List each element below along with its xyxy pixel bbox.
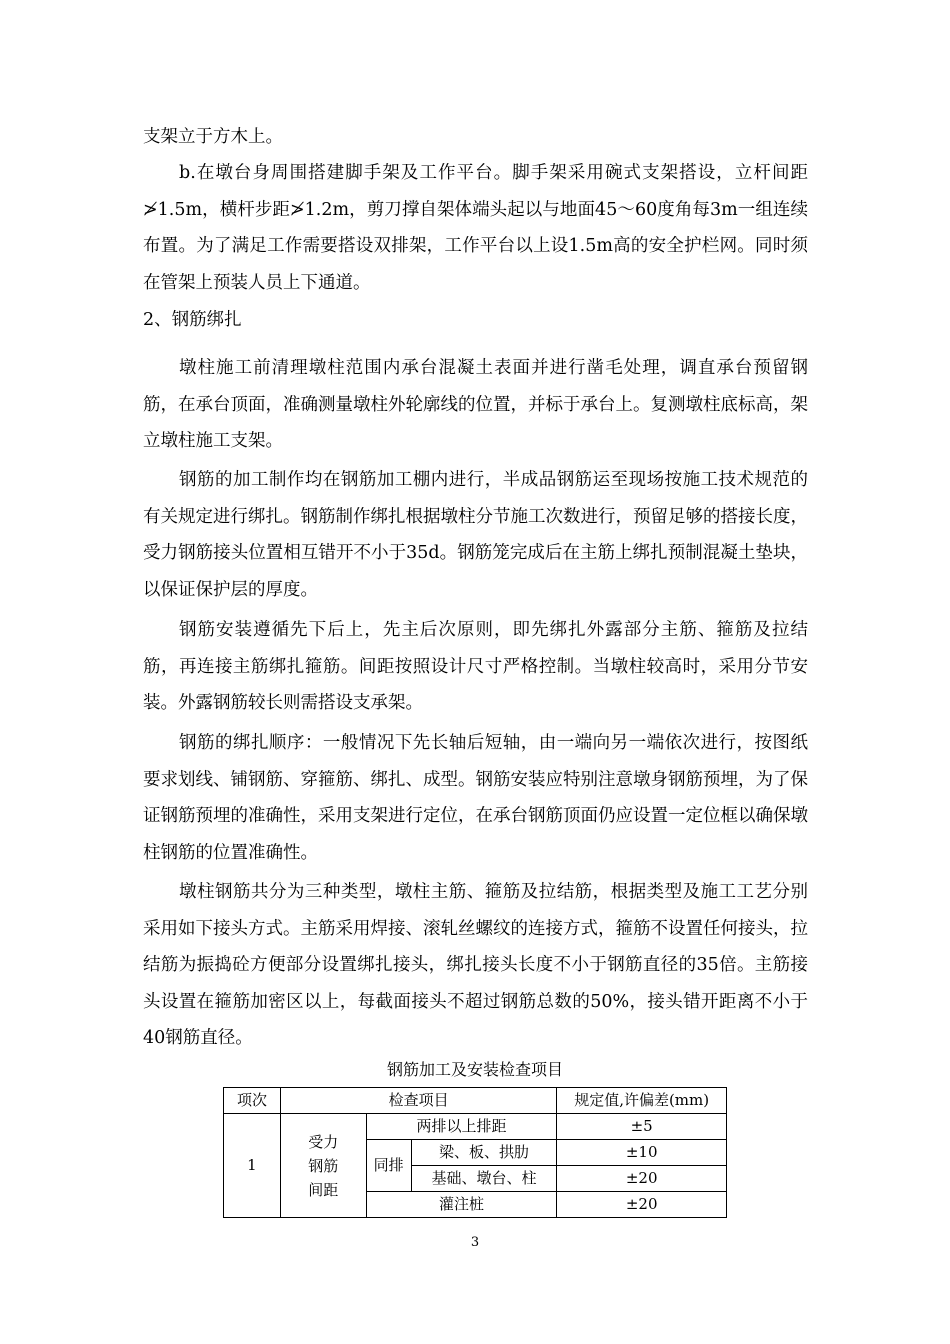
- inspection-table: [223, 1087, 727, 1218]
- row-value-cell: ±20: [557, 1192, 727, 1218]
- group-label-line: 间距: [308, 1180, 339, 1199]
- paragraph-pier-prep: 墩柱施工前清理墩柱范围内承台混凝土表面并进行凿毛处理，调直承台预留钢筋，在承台顶面，准确测量墩柱外轮廓线的位置，并标于承台上。复测墩柱底标高，架立墩柱施工支架。: [143, 358, 808, 451]
- row-value-cell: ±10: [557, 1140, 727, 1166]
- table-row: [224, 1114, 727, 1140]
- group-label-cell: [280, 1114, 366, 1218]
- paragraph-rebar-installation: 钢筋安装遵循先下后上，先主后次原则，即先绑扎外露部分主筋、箍筋及拉结筋，再连接主筋绑扎箍筋。间距按照设计尺寸严格控制。当墩柱较高时，采用分节安装。外露钢筋较长则需搭设支承架。: [143, 620, 808, 713]
- group-label-line: 钢筋: [308, 1156, 339, 1175]
- item-number-cell: 1: [224, 1114, 281, 1218]
- paragraph-joint-types: 墩柱钢筋共分为三种类型，墩柱主筋、箍筋及拉结筋，根据类型及施工工艺分别采用如下接头方式。主筋采用焊接、滚轧丝螺纹的连接方式，箍筋不设置任何接头，拉结筋为振捣砼方便部分设置绑扎接头，绑扎接头长度不小于钢筋直径的35倍。主筋接头设置在箍筋加密区以上，每截面接头不超过钢筋总数的50%，接头错开距离不小于40钢筋直径。: [143, 882, 808, 1048]
- table-header-row: [224, 1088, 727, 1114]
- row-value-cell: ±5: [557, 1114, 727, 1140]
- paragraph-binding-sequence: 钢筋的绑扎顺序：一般情况下先长轴后短轴，由一端向另一端依次进行，按图纸要求划线、铺钢筋、穿箍筋、绑扎、成型。钢筋安装应特别注意墩身钢筋预埋，为了保证钢筋预埋的准确性，采用支架进行定位，在承台钢筋顶面仍应设置一定位框以确保墩柱钢筋的位置准确性。: [143, 733, 808, 863]
- same-row-label-cell: 同排: [366, 1140, 411, 1192]
- section-heading-rebar-binding: 2、钢筋绑扎: [143, 310, 242, 330]
- table-caption: 钢筋加工及安装检查项目: [386, 1060, 563, 1079]
- header-item-no: 项次: [224, 1088, 281, 1114]
- header-check-item: 检查项目: [280, 1088, 556, 1114]
- row-value-cell: ±20: [557, 1166, 727, 1192]
- paragraph-scaffolding: b.在墩台身周围搭建脚手架及工作平台。脚手架采用碗式支架搭设，立杆间距≯1.5m，横杆步距≯1.2m，剪刀撑自架体端头起以与地面45～60度角每3m一组连续布置。为了满足工作需要搭设双排架，工作平台以上设1.5m高的安全护栏网。同时须在管架上预装人员上下通道。: [143, 163, 808, 293]
- header-tolerance: 规定值,许偏差(mm): [557, 1088, 727, 1114]
- paragraph-support-on-timber: 支架立于方木上。: [143, 127, 283, 147]
- row-label-cell: 两排以上排距: [366, 1114, 557, 1140]
- paragraph-rebar-fabrication: 钢筋的加工制作均在钢筋加工棚内进行，半成品钢筋运至现场按施工技术规范的有关规定进行绑扎。钢筋制作绑扎根据墩柱分节施工次数进行，预留足够的搭接长度，受力钢筋接头位置相互错开不小于35d。钢筋笼完成后在主筋上绑扎预制混凝土垫块，以保证保护层的厚度。: [143, 470, 808, 600]
- row-label-cell: 灌注桩: [366, 1192, 557, 1218]
- row-label-cell: 梁、板、拱肋: [411, 1140, 557, 1166]
- page-number: 3: [470, 1235, 480, 1250]
- row-label-cell: 基础、墩台、柱: [411, 1166, 557, 1192]
- group-label-line: 受力: [308, 1132, 339, 1151]
